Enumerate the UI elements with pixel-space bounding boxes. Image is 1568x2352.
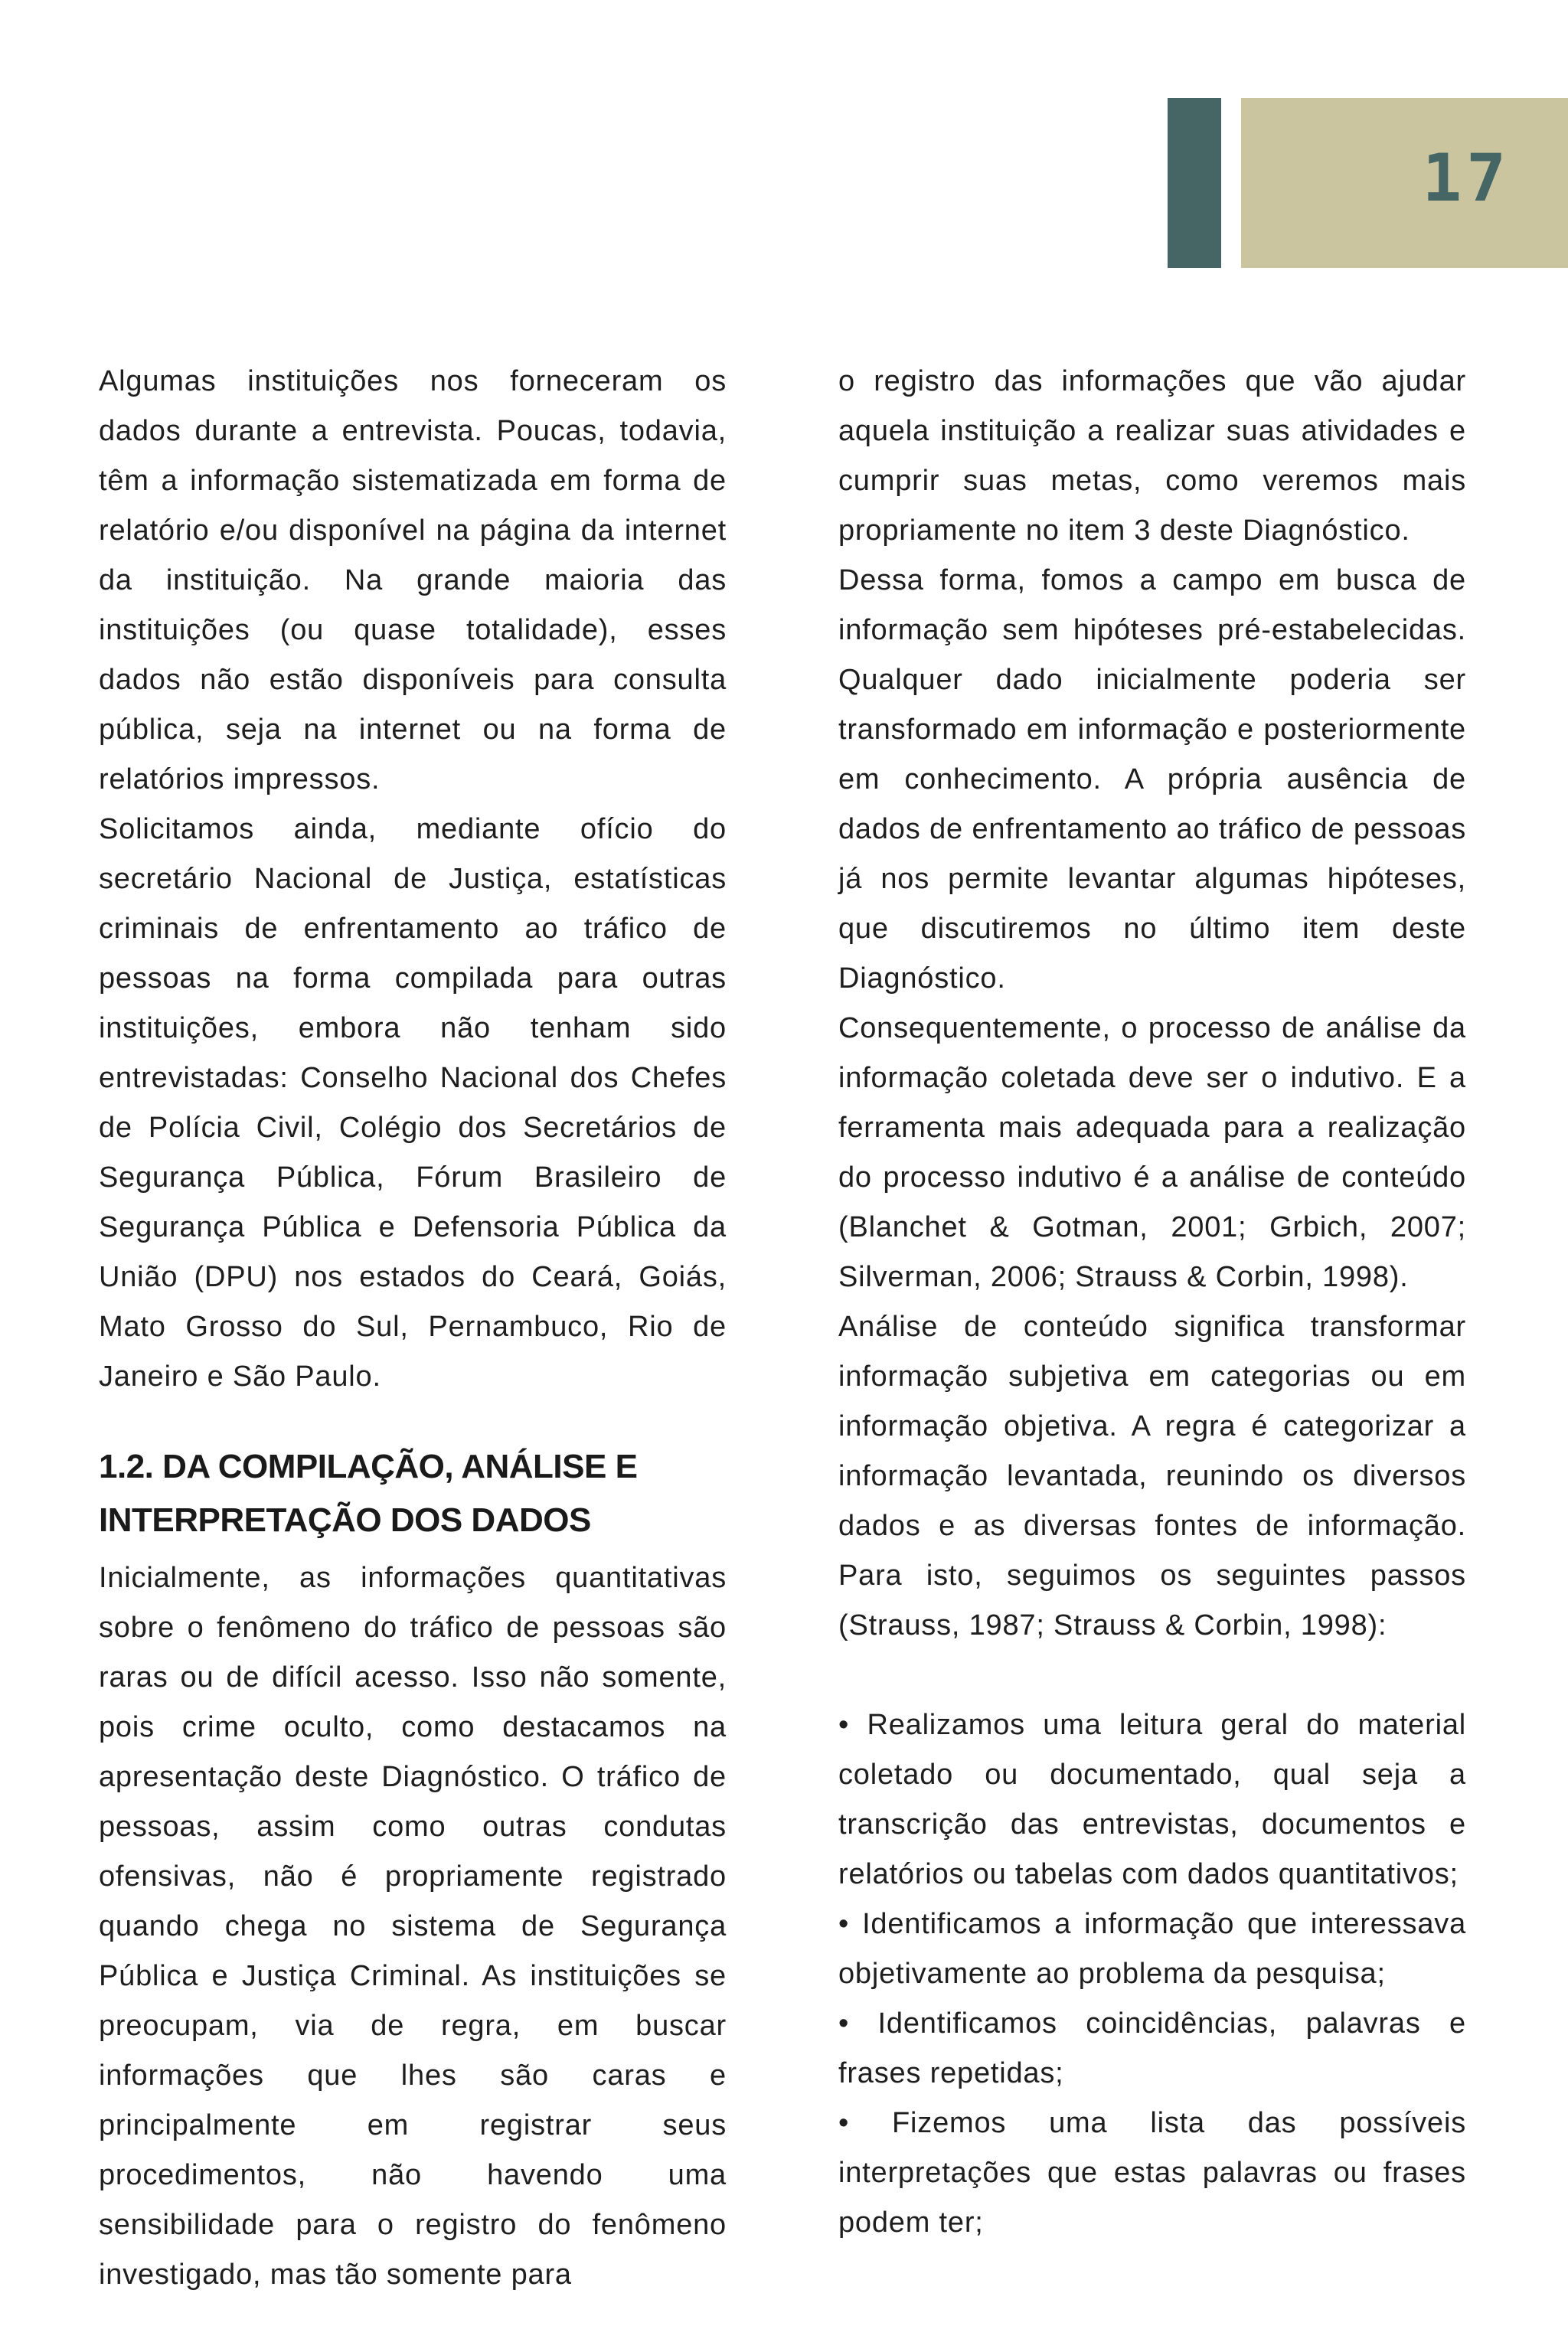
page-number-box — [1241, 98, 1568, 268]
page-number: 17 — [1422, 140, 1511, 217]
paragraph: Algumas instituições nos forneceram os dados durante a entrevista. Poucas, todavia, têm a informação sistematizada em forma de relatório e/ou disponível na página da internet da instituição. Na grande maioria das instituições (ou quase totalidade), esses dados não estão disponíveis para consulta pública, seja na internet ou na forma de relatórios impressos. — [99, 365, 727, 795]
paragraph: Inicialmente, as informações quantitativas sobre o fenômeno do tráfico de pessoas são raras ou de difícil acesso. Isso não somente, pois crime oculto, como destacamos na apresentação deste Diagnóstico. O tráfico de pessoas, assim como outras condutas ofensivas, não é propriamente registrado quando chega no sistema de Segurança Pública e Justiça Criminal. As instituições se preocupam, via de regra, em buscar informações que lhes são caras e principalmente em registrar seus procedimentos, não havendo uma sensibilidade para o registro do fenômeno investigado, mas tão somente para — [99, 1562, 727, 2291]
bullet-item: • Fizemos uma lista das possíveis interpretações que estas palavras ou frases podem ter; — [838, 2099, 1466, 2248]
paragraph: Solicitamos ainda, mediante ofício do secretário Nacional de Justiça, estatísticas criminais de enfrentamento ao tráfico de pessoas na forma compilada para outras instituições, embora não tenham sido entrevistadas: Conselho Nacional dos Chefes de Polícia Civil, Colégio dos Secretários de Segurança Pública, Fórum Brasileiro de Segurança Pública e Defensoria Pública da União (DPU) nos estados do Ceará, Goiás, Mato Grosso do Sul, Pernambuco, Rio de Janeiro e São Paulo. — [99, 813, 727, 1393]
paragraph: Consequentemente, o processo de análise da informação coletada deve ser o indutivo. E a ferramenta mais adequada para a realização do processo indutivo é a análise de conteúdo (Blanchet & Gotman, 2001; Grbich, 2007; Silverman, 2006; Strauss & Corbin, 1998). — [838, 1012, 1466, 1293]
spacer — [838, 1651, 1466, 1700]
bullet-item: • Realizamos uma leitura geral do material coletado ou documentado, qual seja a transcrição das entrevistas, documentos e relatórios ou tabelas com dados quantitativos; — [838, 1700, 1466, 1900]
section-heading: 1.2. DA COMPILAÇÃO, ANÁLISE E INTERPRETAÇÃO DOS DADOS — [99, 1448, 638, 1539]
header-accent-bar — [1168, 98, 1221, 268]
bullet-item: • Identificamos coincidências, palavras e frases repetidas; — [838, 1999, 1466, 2099]
left-column — [99, 357, 727, 2300]
bullet-item: • Identificamos a informação que interessava objetivamente ao problema da pesquisa; — [838, 1900, 1466, 1999]
right-column — [838, 357, 1466, 2248]
paragraph: o registro das informações que vão ajudar aquela instituição a realizar suas atividades e cumprir suas metas, como veremos mais propriamente no item 3 deste Diagnóstico. — [838, 365, 1466, 547]
paragraph: Dessa forma, fomos a campo em busca de informação sem hipóteses pré-estabelecidas. Qualquer dado inicialmente poderia ser transformado em informação e posteriormente em conhecimento. A própria ausência de dados de enfrentamento ao tráfico de pessoas já nos permite levantar algumas hipóteses, que discutiremos no último item deste Diagnóstico. — [838, 564, 1466, 995]
paragraph: Análise de conteúdo significa transformar informação subjetiva em categorias ou em informação objetiva. A regra é categorizar a informação levantada, reunindo os diversos dados e as diversas fontes de informação. Para isto, seguimos os seguintes passos (Strauss, 1987; Strauss & Corbin, 1998): — [838, 1311, 1466, 1642]
